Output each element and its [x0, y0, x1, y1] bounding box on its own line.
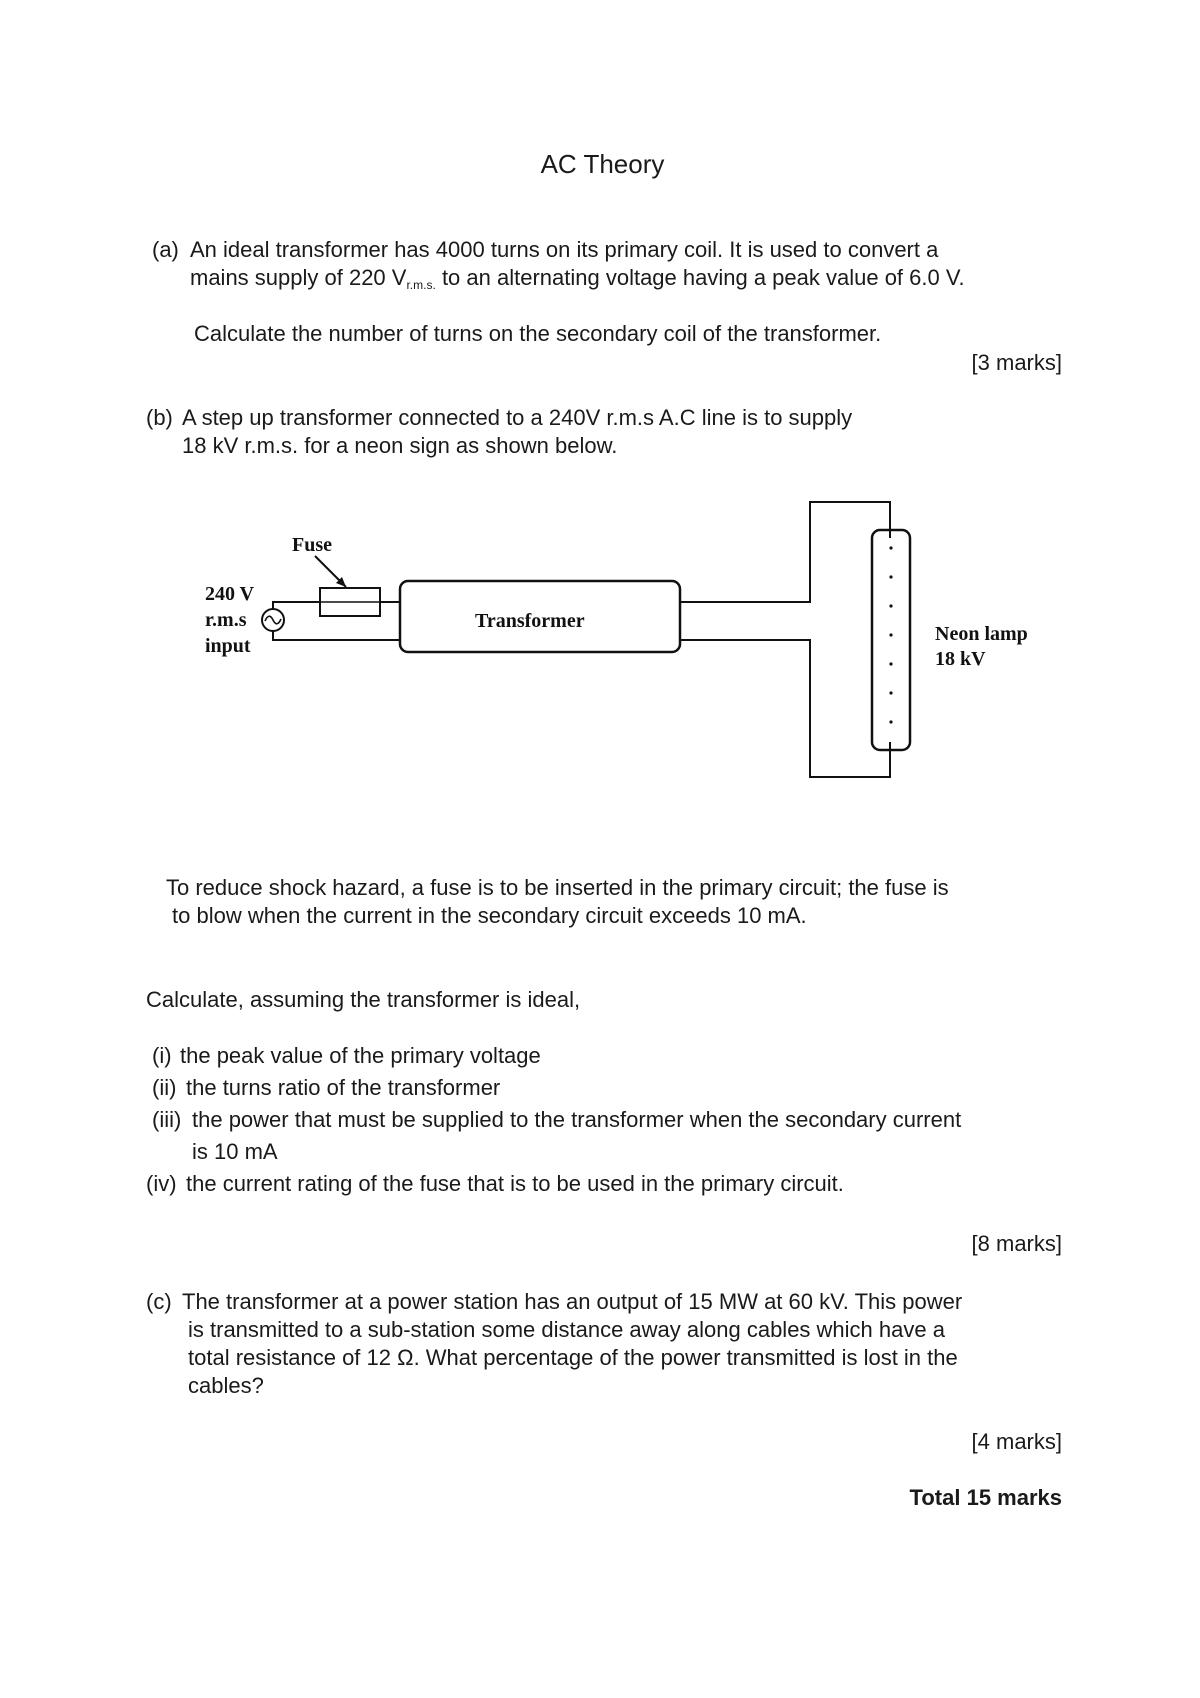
item-iii-label: (iii) [152, 1107, 182, 1132]
part-c-label: (c) [146, 1289, 172, 1314]
part-a-marks: [3 marks] [971, 350, 1062, 375]
sine-wave-icon [265, 616, 281, 624]
neon-lamp-voltage-label: 18 kV [935, 648, 986, 670]
item-iv-text: the current rating of the fuse that is to be used in the primary circuit. [186, 1171, 844, 1196]
transformer-label: Transformer [475, 610, 585, 632]
input-label: input [205, 635, 251, 657]
part-a-line2 [190, 264, 965, 299]
item-ii-label: (ii) [152, 1075, 177, 1100]
part-a-line1: An ideal transformer has 4000 turns on its primary coil. It is used to convert a [190, 237, 939, 262]
item-i-label: (i) [152, 1043, 172, 1068]
input-voltage-label: 240 V [205, 583, 255, 605]
part-a-line2-post: to an alternating voltage having a peak value of 6.0 V. [441, 265, 965, 290]
part-c-line2: is transmitted to a sub-station some distance away along cables which have a [188, 1317, 945, 1342]
item-ii-text: the turns ratio of the transformer [186, 1075, 501, 1100]
part-c-marks: [4 marks] [971, 1429, 1062, 1454]
neon-lamp-tube [872, 530, 910, 750]
calc-intro: Calculate, assuming the transformer is ideal, [146, 987, 581, 1012]
part-a-line2-pre: mains supply of 220 V [190, 265, 407, 290]
hazard-line2: to blow when the current in the secondary circuit exceeds 10 mA. [172, 903, 807, 928]
part-b-line2: 18 kV r.m.s. for a neon sign as shown below. [182, 433, 618, 458]
page-title: AC Theory [540, 149, 665, 179]
part-c-line4: cables? [188, 1373, 264, 1398]
transformer-circuit-diagram [150, 490, 1050, 800]
hazard-line1: To reduce shock hazard, a fuse is to be inserted in the primary circuit; the fuse is [166, 875, 949, 900]
part-b-line1: A step up transformer connected to a 240V r.m.s A.C line is to supply [182, 405, 853, 430]
part-b-marks: [8 marks] [971, 1231, 1062, 1256]
total-marks: Total 15 marks [909, 1485, 1062, 1510]
item-i-text: the peak value of the primary voltage [180, 1043, 541, 1068]
item-iv-label: (iv) [146, 1171, 177, 1196]
primary-wire-bottom [273, 631, 400, 640]
secondary-wire-bottom [680, 640, 890, 777]
part-c-line1: The transformer at a power station has an output of 15 MW at 60 kV. This power [182, 1289, 963, 1314]
input-rms-label: r.m.s [205, 609, 247, 631]
part-b-label: (b) [146, 405, 173, 430]
part-a-rms-subscript: r.m.s. [406, 278, 436, 292]
neon-lamp-dots [889, 546, 892, 723]
item-iii-text-cont: is 10 mA [192, 1139, 278, 1164]
fuse-label: Fuse [292, 534, 332, 556]
secondary-wire-top [680, 502, 890, 602]
part-a-label: (a) [152, 237, 179, 262]
part-a-instruction: Calculate the number of turns on the secondary coil of the transformer. [194, 321, 882, 346]
primary-wire-top [273, 602, 320, 609]
item-iii-text: the power that must be supplied to the transformer when the secondary current [192, 1107, 962, 1132]
neon-lamp-label: Neon lamp [935, 623, 1028, 645]
part-c-line3: total resistance of 12 Ω. What percentage of the power transmitted is lost in the [188, 1345, 958, 1370]
